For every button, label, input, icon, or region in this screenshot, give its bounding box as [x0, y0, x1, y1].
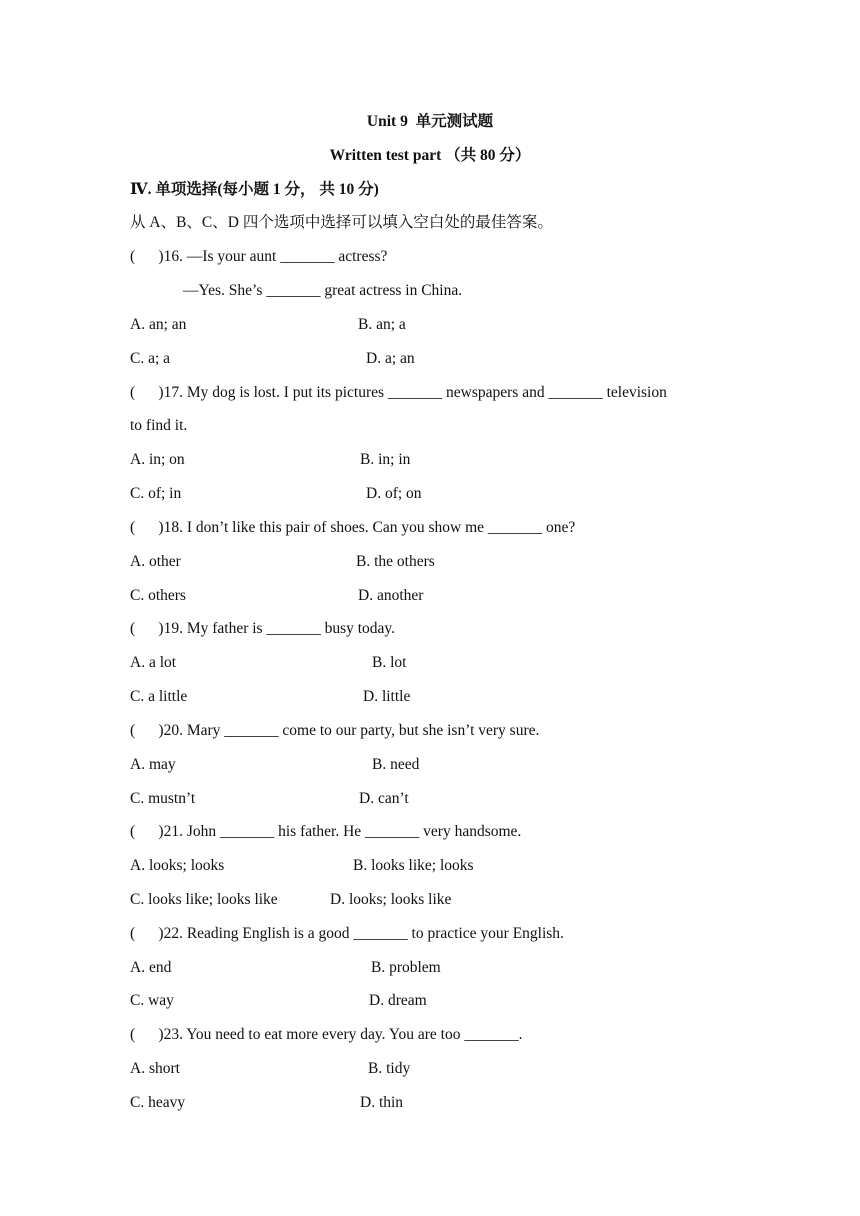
question-23-option-d: D. thin — [360, 1094, 404, 1111]
question-20-option-a: A. may — [130, 756, 176, 773]
question-20-option-d: D. can’t — [359, 790, 409, 807]
question-17-stem: ( )17. My dog is lost. I put its pictures _______ newspapers and _______ television — [130, 384, 667, 401]
question-22-stem: ( )22. Reading English is a good _______ to practice your English. — [130, 925, 564, 942]
question-21-option-b: B. looks like; looks — [353, 857, 474, 874]
question-22-option-a: A. end — [130, 959, 172, 976]
question-22-option-d: D. dream — [369, 992, 427, 1009]
question-18-option-d: D. another — [358, 587, 424, 604]
question-18-stem: ( )18. I don’t like this pair of shoes. Can you show me _______ one? — [130, 519, 576, 536]
question-19-option-d: D. little — [363, 688, 411, 705]
question-21-option-d: D. looks; looks like — [330, 891, 452, 908]
question-18-option-a: A. other — [130, 553, 181, 570]
question-16-option-a: A. an; an — [130, 316, 187, 333]
question-17-option-c: C. of; in — [130, 485, 182, 502]
question-22-option-c: C. way — [130, 992, 174, 1009]
question-17-option-b: B. in; in — [360, 451, 411, 468]
question-16-stem-reply: —Yes. She’s _______ great actress in China. — [183, 282, 463, 299]
question-18-option-c: C. others — [130, 587, 186, 604]
question-16-stem: ( )16. —Is your aunt _______ actress? — [130, 248, 388, 265]
question-17-option-d: D. of; on — [366, 485, 422, 502]
question-17-option-a: A. in; on — [130, 451, 185, 468]
question-16-option-b: B. an; a — [358, 316, 406, 333]
question-22-option-b: B. problem — [371, 959, 441, 976]
question-18-option-b: B. the others — [356, 553, 435, 570]
question-17-stem-continued: to find it. — [130, 417, 188, 434]
page-subtitle: Written test part （共 80 分） — [329, 147, 531, 164]
page-title: Unit 9 单元测试题 — [366, 113, 494, 130]
question-16-option-c: C. a; a — [130, 350, 171, 367]
question-19-stem: ( )19. My father is _______ busy today. — [130, 620, 396, 637]
question-19-option-a: A. a lot — [130, 654, 177, 671]
question-16-option-d: D. a; an — [366, 350, 415, 367]
question-23-stem: ( )23. You need to eat more every day. You are too _______. — [130, 1026, 523, 1043]
instructions: 从 A、B、C、D 四个选项中选择可以填入空白处的最佳答案。 — [130, 214, 553, 231]
question-21-option-c: C. looks like; looks like — [130, 891, 278, 908]
question-21-stem: ( )21. John _______ his father. He _______ very handsome. — [130, 823, 522, 840]
question-23-option-a: A. short — [130, 1060, 180, 1077]
question-19-option-c: C. a little — [130, 688, 188, 705]
question-19-option-b: B. lot — [372, 654, 407, 671]
question-21-option-a: A. looks; looks — [130, 857, 225, 874]
question-20-option-c: C. mustn’t — [130, 790, 196, 807]
question-23-option-c: C. heavy — [130, 1094, 186, 1111]
question-20-stem: ( )20. Mary _______ come to our party, but she isn’t very sure. — [130, 722, 540, 739]
section-heading: Ⅳ. 单项选择(每小题 1 分， 共 10 分) — [130, 181, 379, 198]
question-20-option-b: B. need — [372, 756, 420, 773]
question-23-option-b: B. tidy — [368, 1060, 411, 1077]
